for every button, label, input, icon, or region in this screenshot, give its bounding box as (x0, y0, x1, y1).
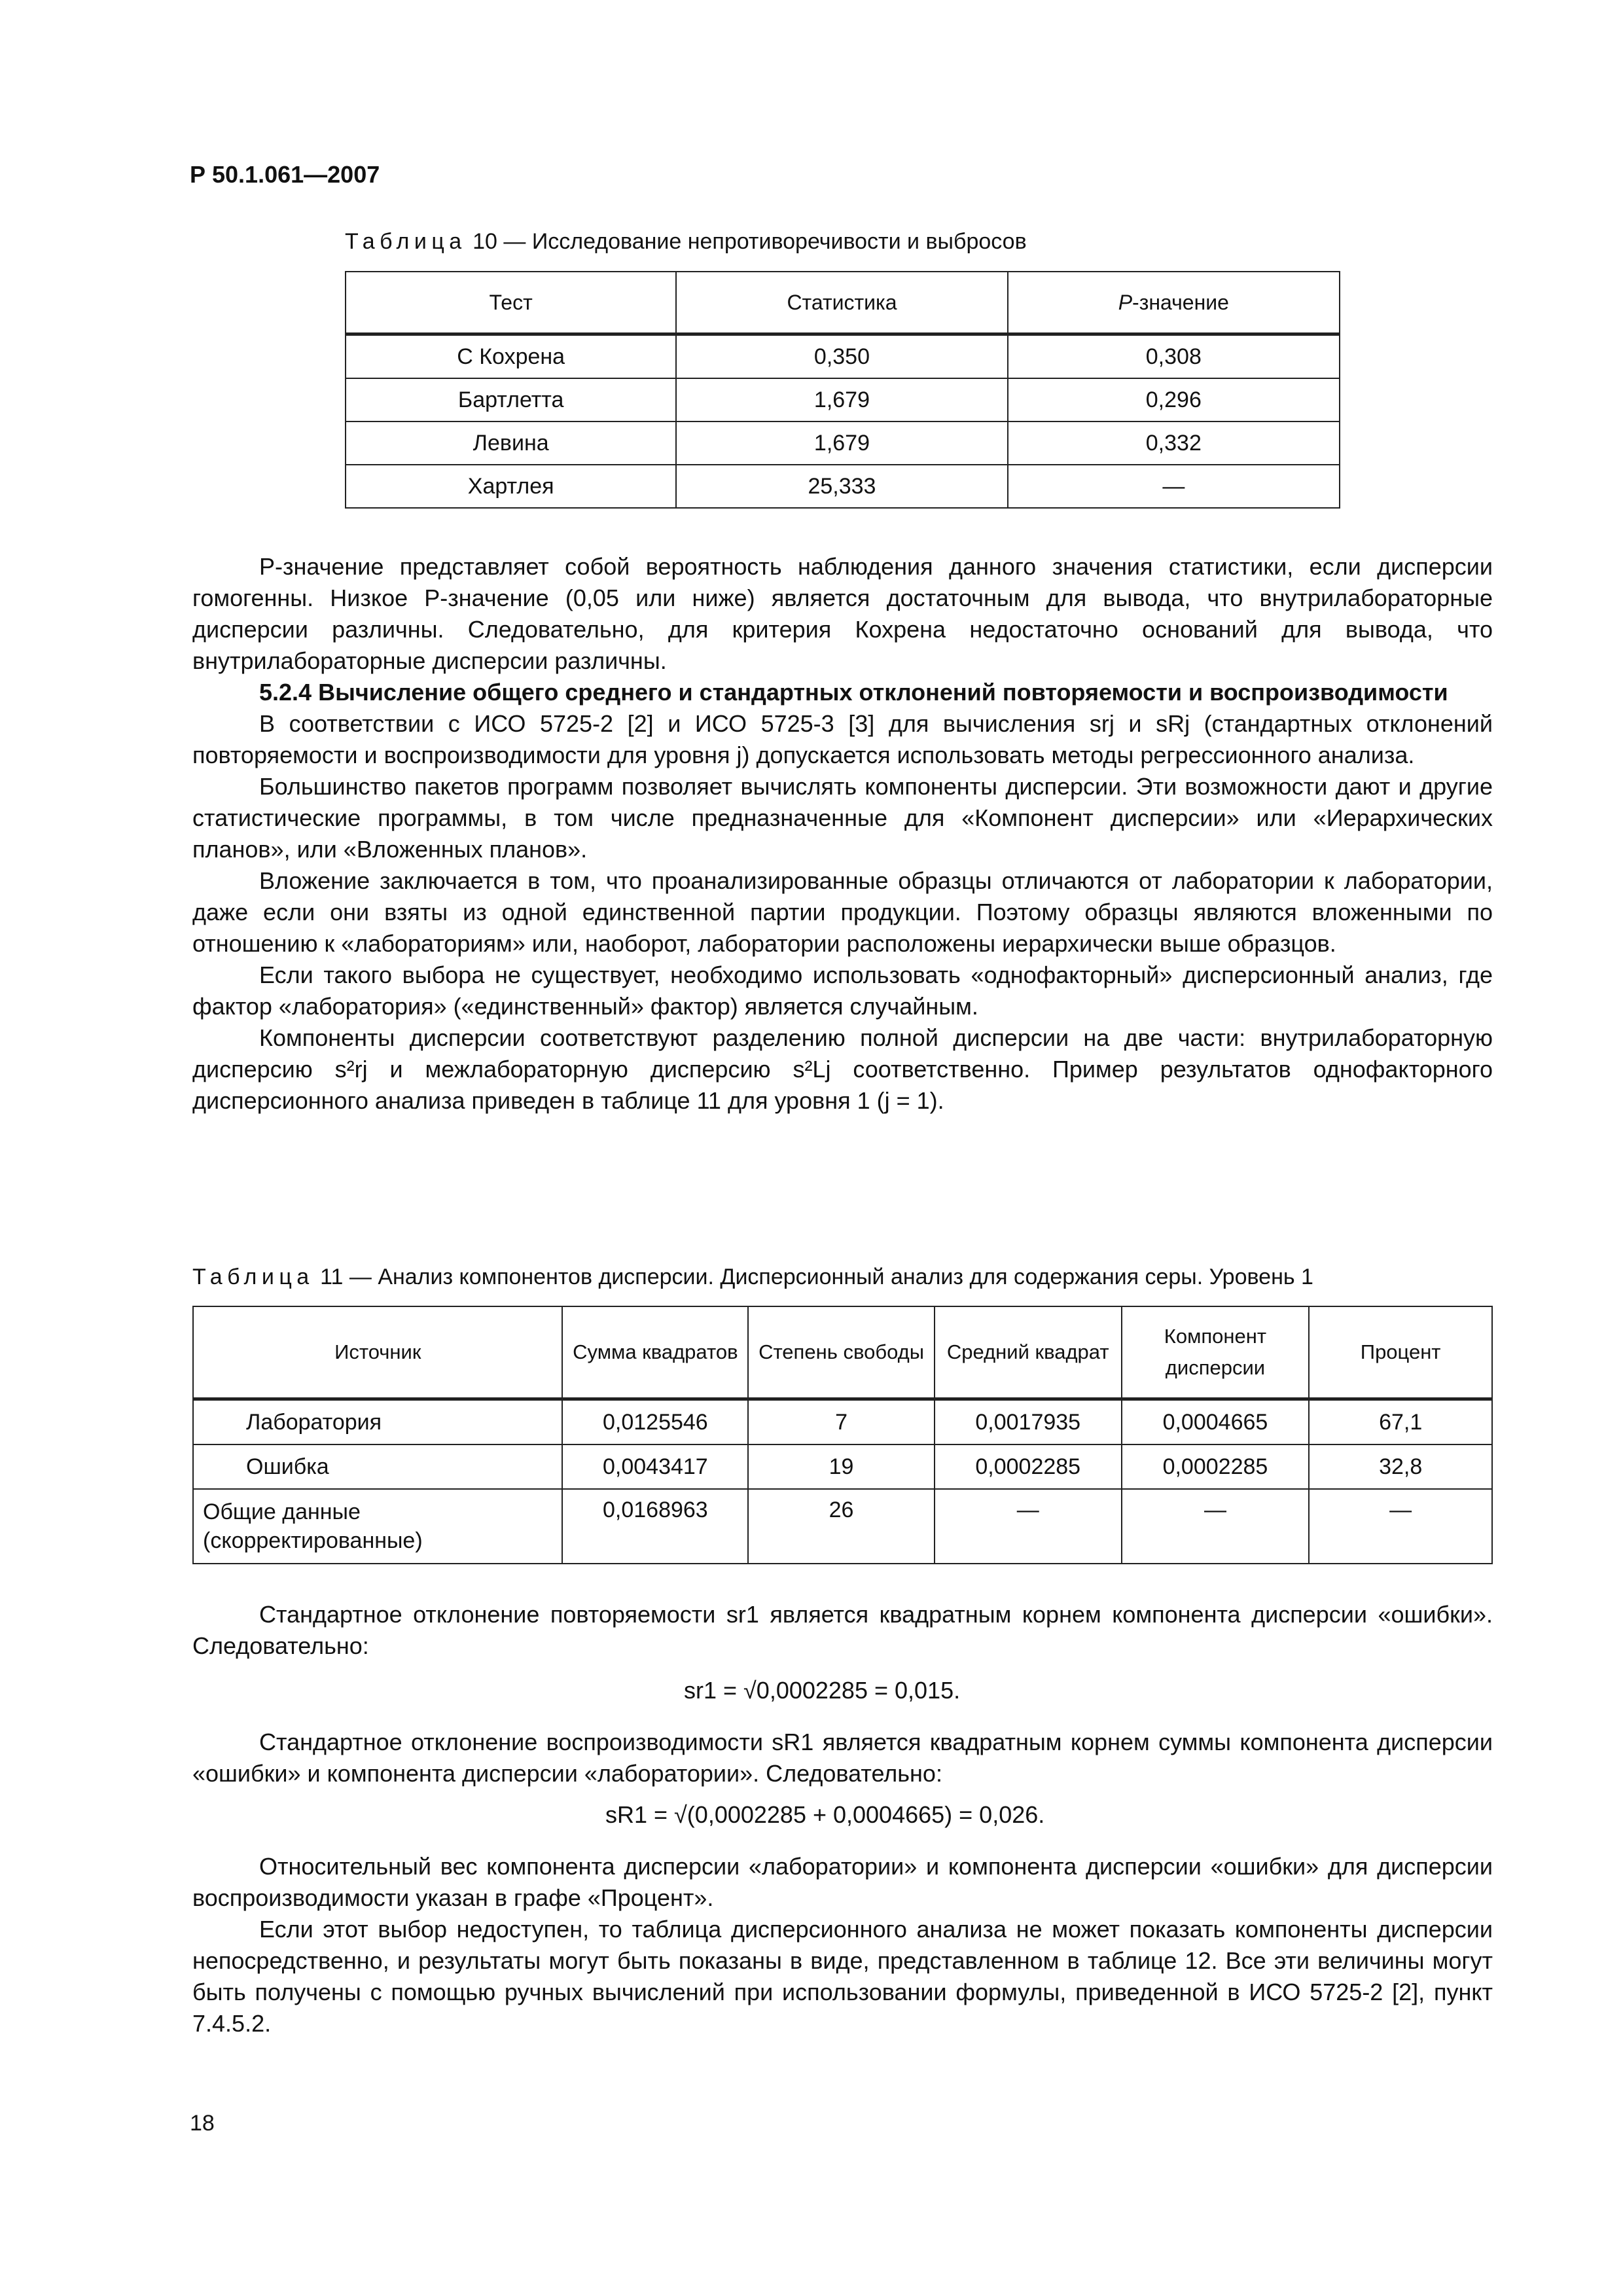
table10-caption-text: 10 — Исследование непротиворечивости и выбросов (473, 229, 1027, 254)
table-10 (345, 271, 1340, 509)
table-row (346, 334, 1340, 379)
paragraph-p-value: P-значение представляет собой вероятность наблюдения данного значения статистики, если дисперсии гомогенны. Низкое P-значение (0,05 или ниже) является достаточным для вывода, что внутрилабораторные дисперсии различны. Следовательно, для критерия Кохрена недостаточно оснований для вывода, что внутрилабораторные дисперсии различны. (192, 553, 1493, 674)
paragraph-repeatability: Стандартное отклонение повторяемости sr1 является квадратным корнем компонента дисперсии «ошибки». Следовательно: (192, 1601, 1493, 1659)
table-row (193, 1399, 1492, 1445)
paragraph-iso-methods: В соответствии с ИСО 5725-2 [2] и ИСО 5725-3 [3] для вычисления srj и sRj (стандартных отклонений повторяемости и воспроизводимости для уровня j) допускается использовать методы регрессионного анализа. (192, 710, 1493, 768)
table-row (193, 1444, 1492, 1489)
cell-p-value: 0,308 (1008, 334, 1340, 379)
cell-test: Бартлетта (346, 378, 676, 422)
cell-source: Лаборатория (193, 1399, 562, 1445)
cell-variance-component: 0,0004665 (1122, 1399, 1310, 1445)
formula-sR1: sR1 = √(0,0002285 + 0,0004665) = 0,026. (605, 1801, 1045, 1828)
col-header-percent: Процент (1309, 1306, 1492, 1399)
cell-degrees-freedom: 26 (748, 1489, 935, 1564)
table-row (193, 1489, 1492, 1564)
cell-source: Общие данные (скорректированные) (193, 1489, 562, 1564)
table-header-row (193, 1306, 1492, 1399)
cell-percent: 67,1 (1309, 1399, 1492, 1445)
paragraph-software: Большинство пакетов программ позволяет вычислять компоненты дисперсии. Эти возможности дают и другие статистические программы, в том числе предназначенные для «Компонент дисперсии» или «Иерархических планов», или «Вложенных планов». (192, 773, 1493, 863)
cell-p-value: 0,296 (1008, 378, 1340, 422)
cell-test: С Кохрена (346, 334, 676, 379)
cell-degrees-freedom: 7 (748, 1399, 935, 1445)
cell-source: Ошибка (193, 1444, 562, 1489)
cell-test: Хартлея (346, 465, 676, 508)
formula-sr1: sr1 = √0,0002285 = 0,015. (684, 1677, 961, 1704)
cell-percent: — (1309, 1489, 1492, 1564)
cell-test: Левина (346, 422, 676, 465)
paragraph-relative-weight: Относительный вес компонента дисперсии «лаборатории» и компонента дисперсии «ошибки» для дисперсии воспроизводимости указан в графе «Процент». (192, 1853, 1493, 1911)
cell-p-value: 0,332 (1008, 422, 1340, 465)
table-header-row (346, 272, 1340, 334)
cell-p-value: — (1008, 465, 1340, 508)
cell-degrees-freedom: 19 (748, 1444, 935, 1489)
body-text-1 (192, 551, 1493, 1117)
col-header-source: Источник (193, 1306, 562, 1399)
cell-mean-square: — (935, 1489, 1122, 1564)
col-header-mean-square: Средний квадрат (935, 1306, 1122, 1399)
table11-caption-text: 11 — Анализ компонентов дисперсии. Дисперсионный анализ для содержания серы. Уровень 1 (320, 1265, 1313, 1289)
table-11 (192, 1306, 1493, 1564)
table10-caption (345, 229, 1027, 255)
col-header-variance-component: Компонент дисперсии (1122, 1306, 1310, 1399)
cell-mean-square: 0,0002285 (935, 1444, 1122, 1489)
table10-caption-word: Таблица (345, 229, 467, 254)
cell-statistic: 1,679 (676, 378, 1007, 422)
cell-statistic: 25,333 (676, 465, 1007, 508)
body-text-2b (192, 1727, 1493, 1789)
table-row (346, 465, 1340, 508)
cell-statistic: 1,679 (676, 422, 1007, 465)
paragraph-nesting: Вложение заключается в том, что проанализированные образцы отличаются от лаборатории к лаборатории, даже если они взяты из одной единственной партии продукции. Поэтому образцы являются вложенными по отношению к «лабораториям» или, наоборот, лаборатории расположены иерархически выше образцов. (192, 867, 1493, 957)
cell-percent: 32,8 (1309, 1444, 1492, 1489)
body-text-2c (192, 1851, 1493, 2039)
table11-caption (192, 1265, 1313, 1290)
col-header-p-value: P-значение (1008, 272, 1340, 334)
cell-statistic: 0,350 (676, 334, 1007, 379)
cell-sum-squares: 0,0168963 (562, 1489, 748, 1564)
cell-sum-squares: 0,0043417 (562, 1444, 748, 1489)
col-header-sum-squares: Сумма квадратов (562, 1306, 748, 1399)
body-text-2a (192, 1599, 1493, 1662)
cell-variance-component: 0,0002285 (1122, 1444, 1310, 1489)
table-row (346, 422, 1340, 465)
col-header-test: Тест (346, 272, 676, 334)
page-number: 18 (190, 2111, 215, 2136)
cell-sum-squares: 0,0125546 (562, 1399, 748, 1445)
cell-mean-square: 0,0017935 (935, 1399, 1122, 1445)
col-header-degrees-freedom: Степень свободы (748, 1306, 935, 1399)
paragraph-reproducibility: Стандартное отклонение воспроизводимости sR1 является квадратным корнем суммы компонента дисперсии «ошибки» и компонента дисперсии «лаборатории». Следовательно: (192, 1729, 1493, 1787)
col-header-statistic: Статистика (676, 272, 1007, 334)
paragraph-anova-table: Если этот выбор недоступен, то таблица дисперсионного анализа не может показать компоненты дисперсии непосредственно, и результаты могут быть показаны в виде, представленном в таблице 12. Все эти величины могут быть получены с помощью ручных вычислений при использовании формулы, приведенной в ИСО 5725-2 [2], пункт 7.4.5.2. (192, 1916, 1493, 2037)
paragraph-one-factor: Если такого выбора не существует, необходимо использовать «однофакторный» дисперсионный анализ, где фактор «лаборатория» («единственный» фактор) является случайным. (192, 961, 1493, 1020)
table11-caption-word: Таблица (192, 1265, 314, 1289)
section-heading-5-2-4: 5.2.4 Вычисление общего среднего и стандартных отклонений повторяемости и воспроизводимости (259, 679, 1448, 706)
cell-variance-component: — (1122, 1489, 1310, 1564)
table-row (346, 378, 1340, 422)
document-code: Р 50.1.061—2007 (190, 161, 380, 188)
paragraph-components: Компоненты дисперсии соответствуют разделению полной дисперсии на две части: внутрилабораторную дисперсию s²rj и межлабораторную дисперсию s²Lj соответственно. Пример результатов однофакторного дисперсионного анализа приведен в таблице 11 для уровня 1 (j = 1). (192, 1024, 1493, 1114)
